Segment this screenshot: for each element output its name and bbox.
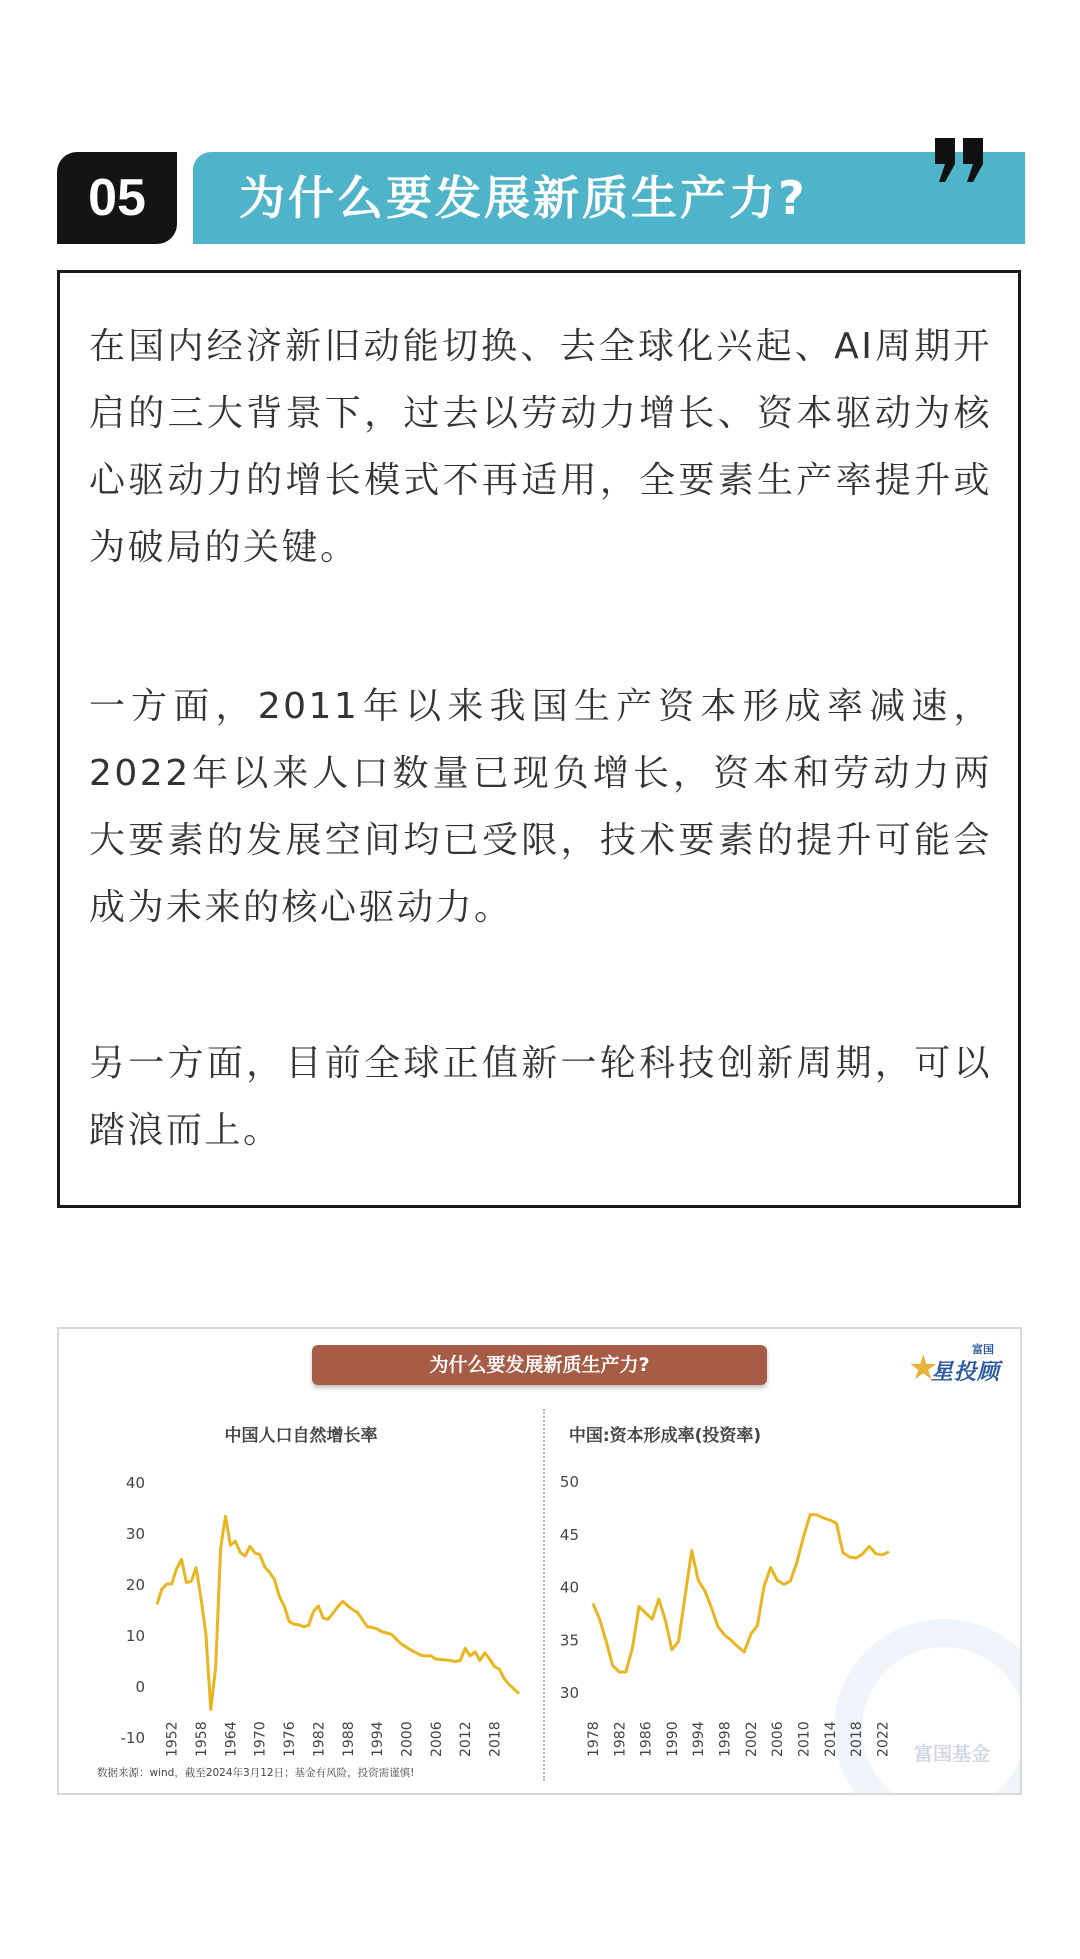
section-title: 为什么要发展新质生产力? [239,171,808,225]
y-tick-label: 10 [125,1627,145,1645]
brand-top-text: 富国 [972,1343,994,1356]
x-tick-label: 1990 [664,1721,681,1757]
x-tick-label: 2012 [458,1721,475,1757]
y-tick-label: 0 [135,1678,145,1696]
figure-banner: 为什么要发展新质生产力? [312,1345,767,1385]
chart-title: 中国人口自然增长率 [224,1426,378,1446]
investment-rate-chart [547,1409,1017,1769]
x-tick-label: 2018 [849,1721,866,1757]
x-tick-label: 1958 [194,1721,211,1757]
paragraph-background: 在国内经济新旧动能切换、去全球化兴起、AI周期开启的三大背景下，过去以劳动力增长、资本驱动为核心驱动力的增长模式不再适用，全要素生产率提升或为破局的关键。 [89,326,992,568]
x-tick-label: 1994 [691,1721,708,1757]
paragraph-other-hand: 另一方面，目前全球正值新一轮科技创新周期，可以踏浪而上。 [89,1043,992,1151]
y-tick-label: 50 [559,1473,579,1491]
brand-main-text: 星投顾 [930,1360,1000,1385]
y-tick-label: -10 [120,1729,145,1747]
section-header [57,152,1025,244]
x-tick-label: 2022 [875,1721,892,1757]
x-tick-label: 1998 [717,1721,734,1757]
text-panel [57,270,1021,1208]
x-tick-label: 2002 [743,1721,760,1757]
series-line [157,1516,519,1709]
section-number: 05 [57,152,177,244]
x-tick-label: 1970 [252,1721,269,1757]
chart-divider [543,1409,545,1781]
x-tick-label: 2018 [487,1721,504,1757]
y-tick-label: 40 [125,1474,145,1492]
x-tick-label: 2006 [770,1721,787,1757]
x-tick-label: 1964 [223,1721,240,1757]
x-tick-label: 2000 [399,1721,416,1757]
figure-panel [57,1327,1022,1795]
y-tick-label: 40 [559,1578,579,1597]
y-tick-label: 20 [125,1576,145,1594]
x-tick-label: 1986 [638,1721,655,1757]
y-tick-label: 45 [559,1525,579,1544]
x-tick-label: 1982 [612,1721,629,1757]
y-tick-label: 35 [559,1631,579,1650]
watermark-text: 富国基金 [914,1743,991,1765]
data-source-note: 数据来源：wind，截至2024年3月12日；基金有风险，投资需谨慎! [97,1767,415,1779]
x-tick-label: 1952 [164,1721,181,1757]
population-growth-chart [71,1409,541,1769]
x-tick-label: 1976 [282,1721,299,1757]
star-icon: ★ [908,1348,939,1388]
x-tick-label: 1978 [586,1721,602,1757]
y-tick-label: 30 [125,1525,145,1543]
x-tick-label: 1994 [370,1721,387,1757]
series-line [593,1515,889,1672]
x-tick-label: 1982 [311,1721,328,1757]
y-tick-label: 30 [559,1684,579,1702]
section-title-bar [193,152,1025,244]
x-tick-label: 1988 [340,1721,357,1757]
quote-mark-icon [933,138,989,186]
x-tick-label: 2014 [822,1721,839,1757]
paragraph-one-hand: 一方面，2011年以来我国生产资本形成率减速，2022年以来人口数量已现负增长，资本和劳动力两大要素的发展空间均已受限，技术要素的提升可能会成为未来的核心驱动力。 [89,686,992,928]
brand-logo [908,1341,1000,1389]
chart-title: 中国:资本形成率(投资率) [568,1426,762,1446]
x-tick-label: 2010 [796,1721,813,1757]
x-tick-label: 2006 [428,1721,445,1757]
